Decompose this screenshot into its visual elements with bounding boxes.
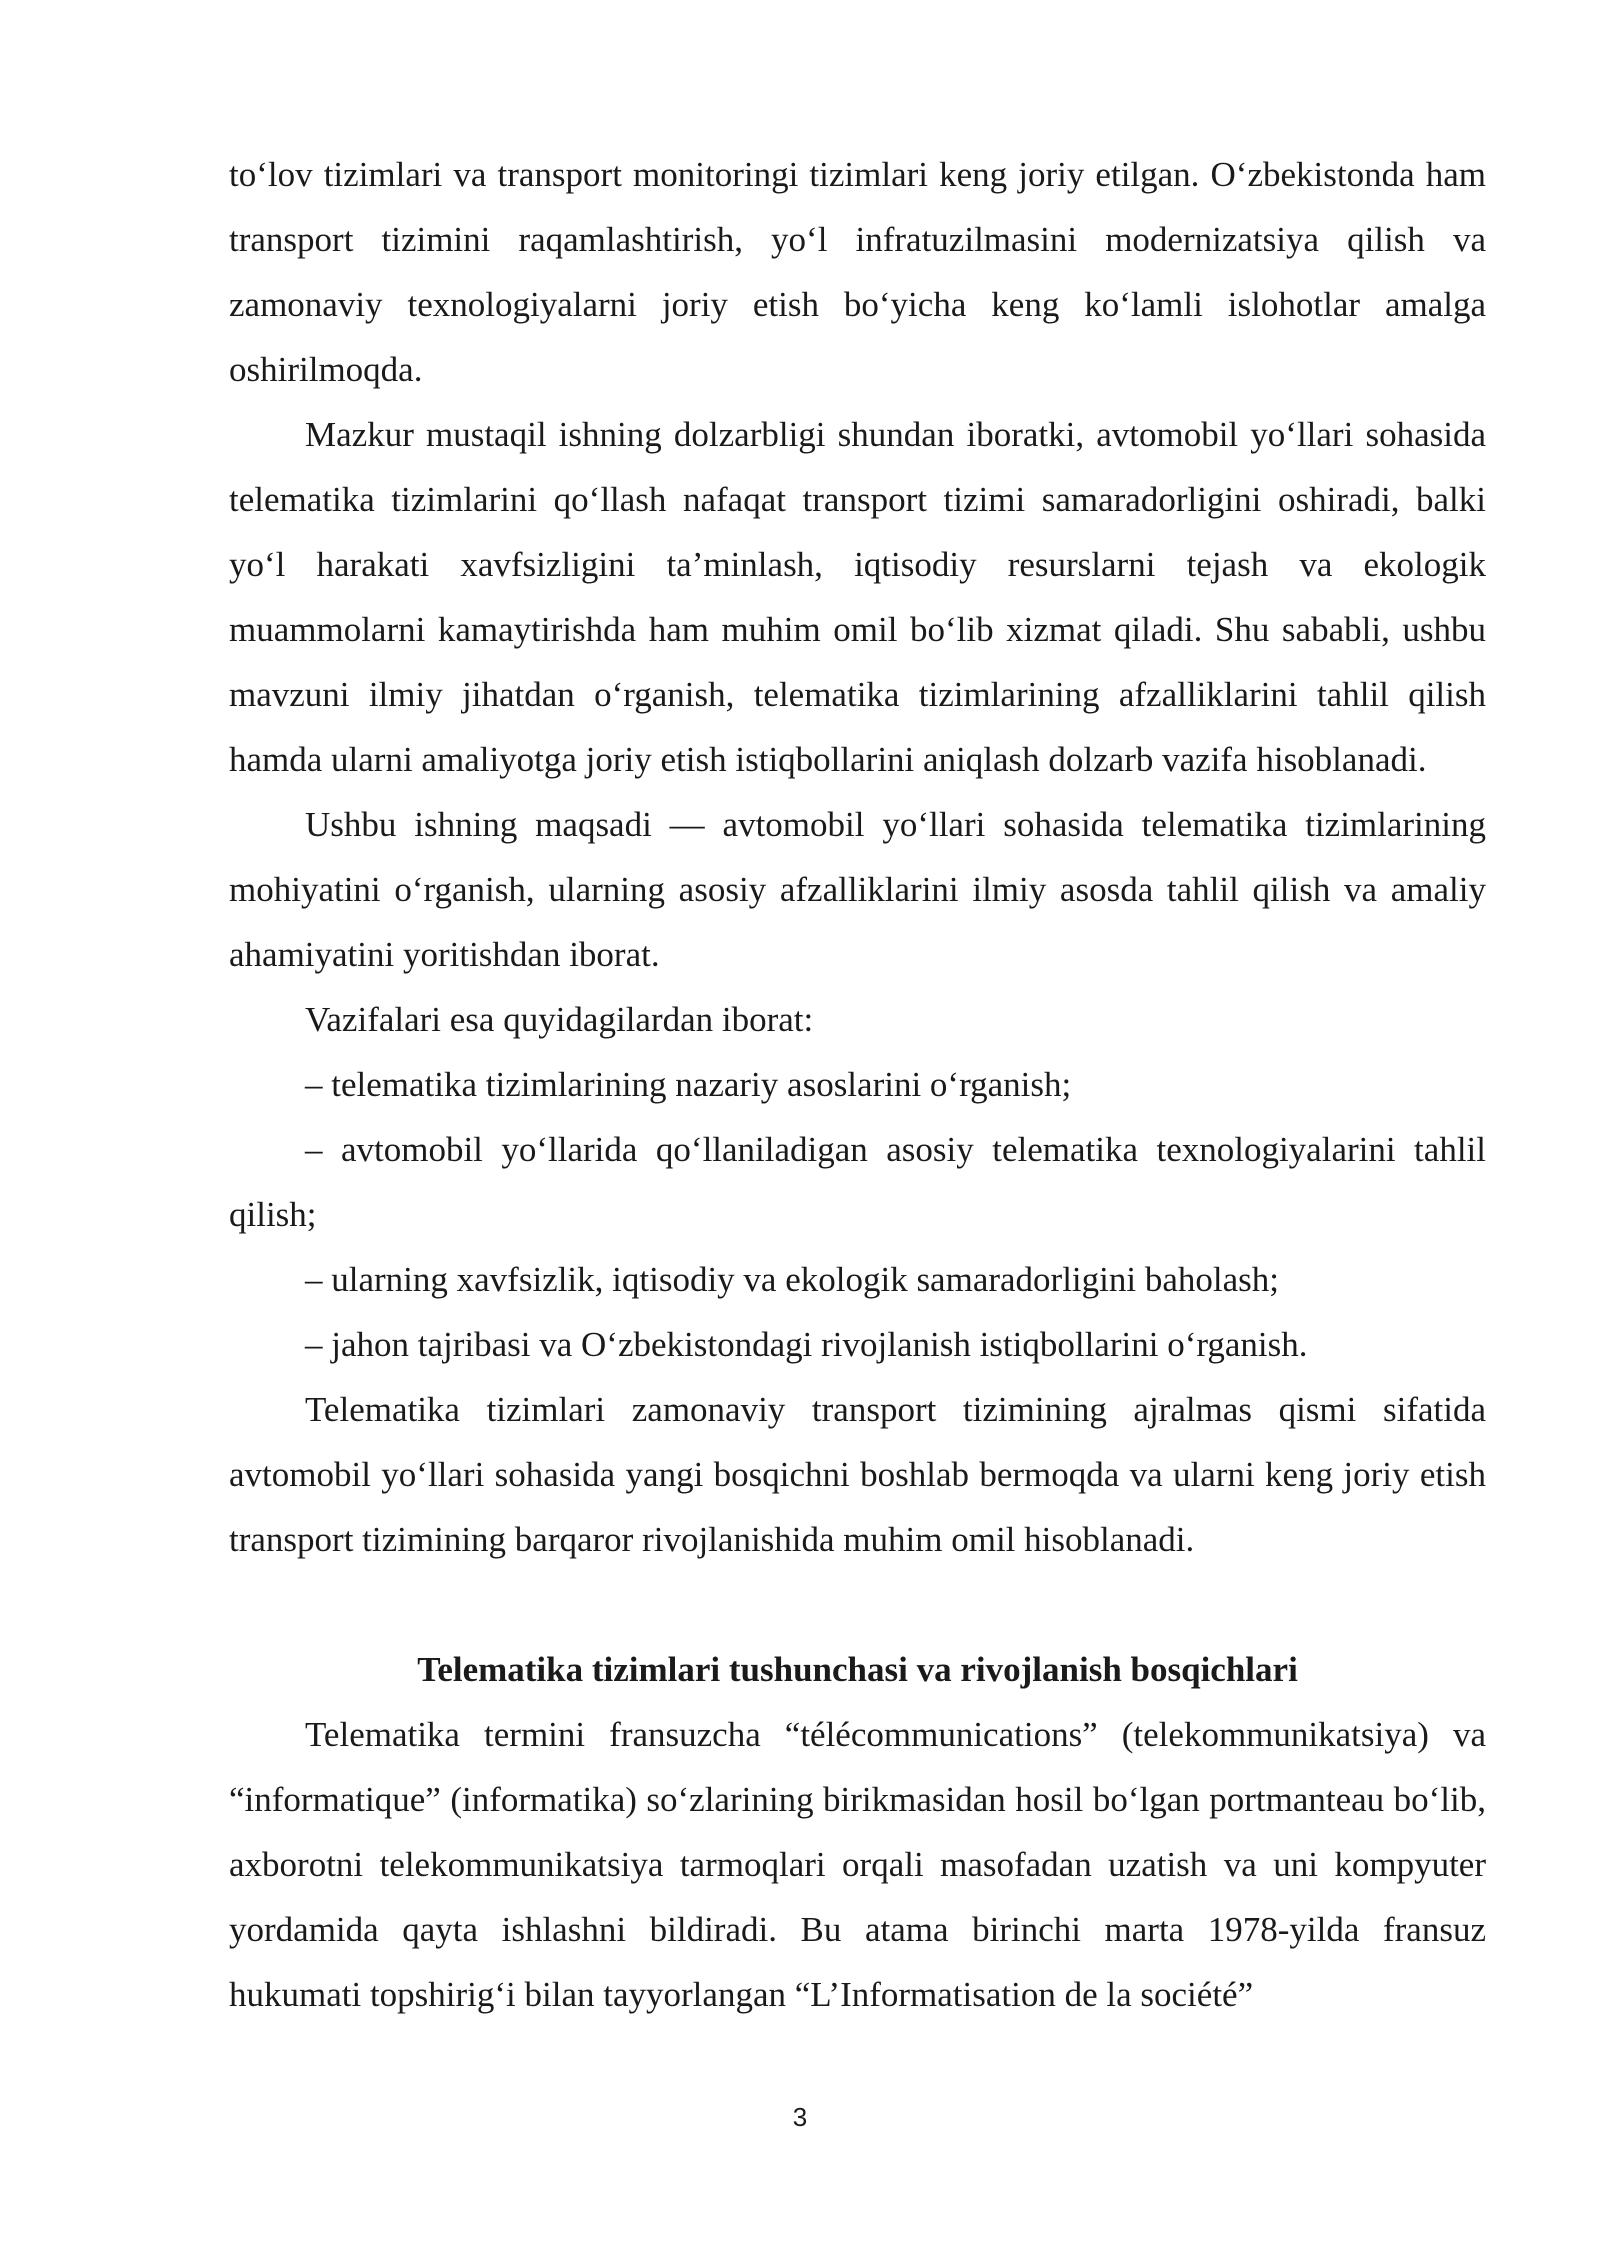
paragraph-intro-continuation: to‘lov tizimlari va transport monitoringi tizimlari keng joriy etilgan. O‘zbekistonda ham transport tizimini raqamlashtirish, yo‘l infratuzilmasini modernizatsiya qilish va zamonaviy texnologiyalarni joriy etish bo‘yicha keng ko‘lamli islohotlar amalga oshirilmoqda. (229, 155, 1486, 389)
paragraph-tasks-intro: Vazifalari esa quyidagilardan iborat: (305, 1000, 814, 1039)
paragraph-relevance: Mazkur mustaqil ishning dolzarbligi shundan iboratki, avtomobil yo‘llari sohasida telematika tizimlarini qo‘llash nafaqat transport tizimi samaradorligini oshiradi, balki yo‘l harakati xavfsizligini ta’minlash, iqtisodiy resurslarni tejash va ekologik muammolarni kamaytirishda ham muhim omil bo‘lib xizmat qiladi. Shu sababli, ushbu mavzuni ilmiy jihatdan o‘rganish, telematika tizimlarining afzalliklarini tahlil qilish hamda ularni amaliyotga joriy etish istiqbollarini aniqlash dolzarb vazifa hisoblanadi. (229, 415, 1486, 779)
paragraph-goal: Ushbu ishning maqsadi — avtomobil yo‘llari sohasida telematika tizimlarining mohiyatini o‘rganish, ularning asosiy afzalliklarini ilmiy asosda tahlil qilish va amaliy ahamiyatini yoritishdan iborat. (229, 805, 1486, 974)
paragraph-telematics-definition: Telematika termini fransuzcha “télécommunications” (telekommunikatsiya) va “informatique” (informatika) so‘zlarining birikmasidan hosil bo‘lgan portmanteau bo‘lib, axborotni telekommunikatsiya tarmoqlari orqali masofadan uzatish va uni kompyuter yordamida qayta ishlashni bildiradi. Bu atama birinchi marta 1978-yilda fransuz hukumati topshirig‘i bilan tayyorlangan “L’Informatisation de la société” (229, 1715, 1486, 2014)
document-body (229, 142, 1486, 2027)
task-item: – ularning xavfsizlik, iqtisodiy va ekologik samaradorligini baholash; (305, 1260, 1279, 1299)
task-item: – avtomobil yo‘llarida qo‘llaniladigan asosiy telematika texnologiyalarini tahlil qilish; (229, 1130, 1486, 1234)
task-item: – jahon tajribasi va O‘zbekistondagi rivojlanish istiqbollarini o‘rganish. (305, 1325, 1308, 1364)
section-heading: Telematika tizimlari tushunchasi va rivojlanish bosqichlari (417, 1650, 1298, 1689)
paragraph-conclusion: Telematika tizimlari zamonaviy transport tizimining ajralmas qismi sifatida avtomobil yo‘llari sohasida yangi bosqichni boshlab bermoqda va ularni keng joriy etish transport tizimining barqaror rivojlanishida muhim omil hisoblanadi. (229, 1390, 1486, 1559)
task-item: – telematika tizimlarining nazariy asoslarini o‘rganish; (305, 1065, 1072, 1104)
page-number: 3 (792, 2102, 808, 2132)
